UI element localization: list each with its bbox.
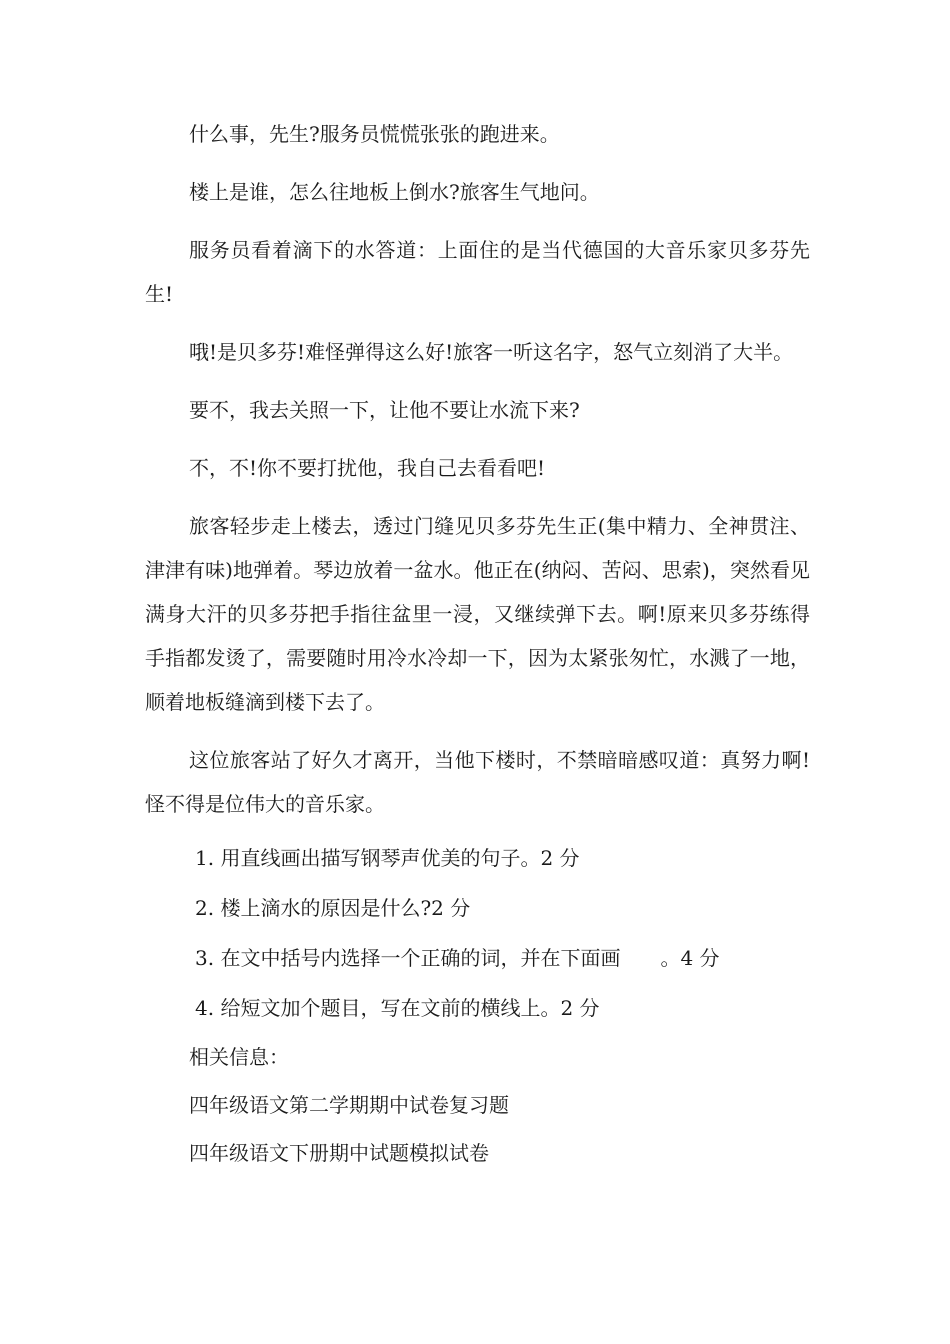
related-info-heading: 相关信息： — [189, 1045, 289, 1069]
question-item: 2. 楼上滴水的原因是什么?2 分 — [195, 896, 471, 920]
question-item: 4. 给短文加个题目，写在文前的横线上。2 分 — [195, 996, 600, 1020]
question-item: 1. 用直线画出描写钢琴声优美的句子。2 分 — [195, 846, 580, 870]
story-paragraph: 旅客轻步走上楼去，透过门缝见贝多芬先生正(集中精力、全神贯注、津津有味)地弹着。琴边放着一盆水。他正在(纳闷、苦闷、思索)，突然看见满身大汗的贝多芬把手指往盆里一浸，又继续弹下去。啊!原来贝多芬练得手指都发烫了，需要随时用冷水冷却一下，因为太紧张匆忙，水溅了一地，顺着地板缝滴到楼下去了。 — [145, 514, 810, 714]
story-paragraph: 不，不!你不要打扰他，我自己去看看吧! — [189, 456, 546, 480]
related-link[interactable]: 四年级语文下册期中试题模拟试卷 — [189, 1141, 489, 1165]
document-body — [145, 112, 810, 1184]
story-paragraph: 哦!是贝多芬!难怪弹得这么好!旅客一听这名字，怒气立刻消了大半。 — [189, 340, 794, 364]
story-paragraph: 要不，我去关照一下，让他不要让水流下来? — [189, 398, 580, 422]
story-paragraph: 楼上是谁，怎么往地板上倒水?旅客生气地问。 — [189, 180, 600, 204]
story-paragraph: 这位旅客站了好久才离开，当他下楼时，不禁暗暗感叹道：真努力啊!怪不得是位伟大的音乐家。 — [145, 748, 810, 816]
story-paragraph: 服务员看着滴下的水答道：上面住的是当代德国的大音乐家贝多芬先生! — [145, 238, 810, 306]
related-link[interactable]: 四年级语文第二学期期中试卷复习题 — [189, 1093, 509, 1117]
question-item: 3. 在文中括号内选择一个正确的词，并在下面画 。4 分 — [195, 946, 720, 970]
story-paragraph: 什么事，先生?服务员慌慌张张的跑进来。 — [189, 122, 560, 146]
